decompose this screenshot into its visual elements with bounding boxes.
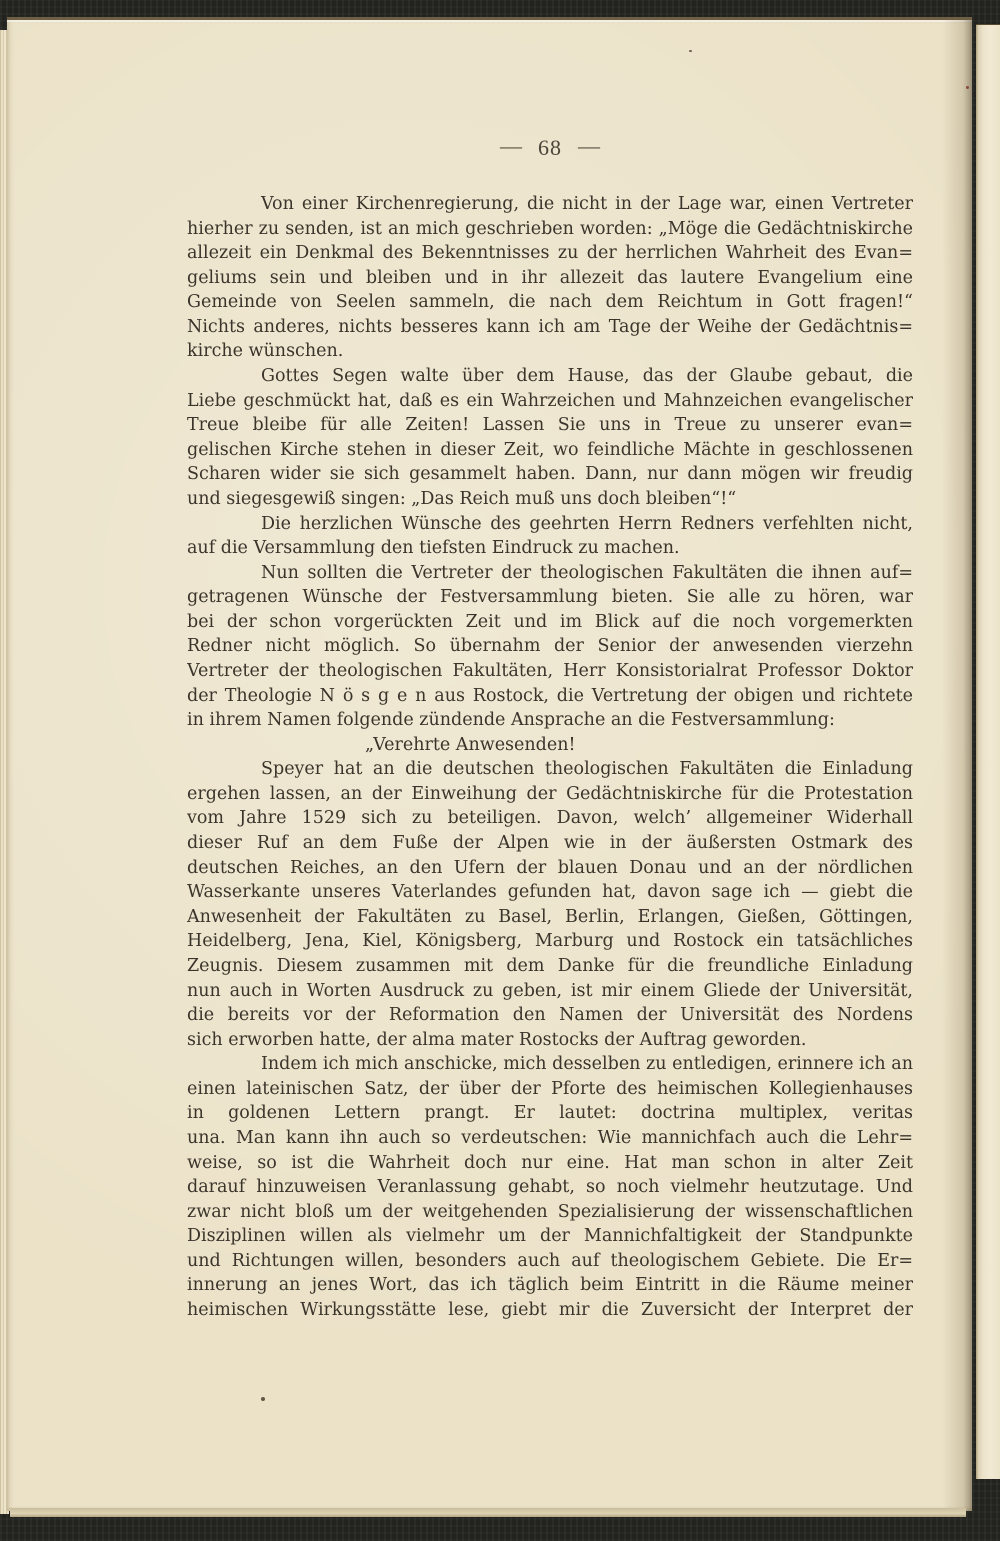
text-line: ergehen lassen, an der Einweihung der Gedächtniskirche für die Protestation: [187, 783, 913, 804]
text-line: sich erworben hatte, der alma mater Rostocks der Auftrag geworden.: [187, 1029, 807, 1050]
text-line: Liebe geschmückt hat, daß es ein Wahrzeichen und Mahnzeichen evangelischer: [187, 390, 913, 411]
text-line: hierher zu senden, ist an mich geschrieben worden: „Möge die Gedächtniskirche: [187, 218, 913, 239]
text-line: Treue bleibe für alle Zeiten! Lassen Sie uns in Treue zu unserer evan=: [187, 415, 913, 436]
text-line: Zeugnis. Diesem zusammen mit dem Danke für die freundliche Einladung: [187, 955, 913, 976]
page-number-dash-left: —: [500, 133, 522, 158]
dust-speck: [261, 1397, 265, 1401]
text-line: deutschen Reiches, an den Ufern der blauen Donau und an der nördlichen: [187, 857, 913, 878]
text-line: in ihrem Namen folgende zündende Ansprache an die Festversammlung:: [187, 710, 835, 731]
text-line: Indem ich mich anschicke, mich desselben zu entledigen, erinnere ich an: [261, 1054, 913, 1075]
text-line: getragenen Wünsche der Festversammlung bieten. Sie alle zu hören, war: [187, 587, 913, 608]
dust-speck: [689, 50, 692, 52]
text-line: Heidelberg, Jena, Kiel, Königsberg, Marburg und Rostock ein tatsächliches: [187, 931, 913, 952]
text-line: der Theologie N ö s g e n aus Rostock, die Vertretung der obigen und richtete: [187, 685, 913, 706]
text-line: kirche wünschen.: [187, 341, 344, 362]
text-line: Nichts anderes, nichts besseres kann ich am Tage der Weihe der Gedächtnis=: [187, 316, 913, 337]
page-bottom-edge: [10, 1508, 966, 1517]
scanned-page: [7, 17, 972, 1511]
dust-speck: [966, 86, 969, 89]
page-number-header: [187, 133, 913, 160]
text-line: Redner nicht möglich. So übernahm der Senior der anwesenden vierzehn: [187, 636, 913, 657]
text-line: Speyer hat an die deutschen theologischen Fakultäten die Einladung: [261, 759, 913, 780]
page-number-value: 68: [538, 135, 562, 160]
text-line: Die herzlichen Wünsche des geehrten Herrn Redners verfehlten nicht,: [261, 513, 913, 534]
text-line: Disziplinen willen als vielmehr um der Mannichfaltigkeit der Standpunkte: [187, 1226, 913, 1247]
next-page-edge: [976, 24, 1000, 1479]
text-line: Anwesenheit der Fakultäten zu Basel, Berlin, Erlangen, Gießen, Göttingen,: [187, 906, 913, 927]
text-line: Von einer Kirchenregierung, die nicht in der Lage war, einen Vertreter: [261, 194, 913, 214]
text-line: Nun sollten die Vertreter der theologischen Fakultäten die ihnen auf=: [261, 562, 913, 583]
text-line: bei der schon vorgerückten Zeit und im Blick auf die noch vorgemerkten: [187, 611, 913, 632]
text-line: „Verehrte Anwesenden!: [365, 734, 576, 755]
text-line: einen lateinischen Satz, der über der Pforte des heimischen Kollegienhauses: [187, 1078, 913, 1099]
text-line: vom Jahre 1529 sich zu beteiligen. Davon, welch’ allgemeiner Widerhall: [187, 808, 913, 829]
text-line: nun auch in Worten Ausdruck zu geben, ist mir einem Gliede der Universität,: [187, 980, 913, 1001]
page-number-dash-right: —: [578, 133, 600, 158]
text-line: und siegesgewiß singen: „Das Reich muß uns doch bleiben“!“: [187, 488, 737, 509]
text-line: gelischen Kirche stehen in dieser Zeit, wo feindliche Mächte in geschlossenen: [187, 439, 913, 460]
text-line: una. Man kann ihn auch so verdeutschen: Wie mannichfach auch die Lehr=: [187, 1127, 913, 1148]
text-line: Vertreter der theologischen Fakultäten, Herr Konsistorialrat Professor Doktor: [187, 660, 913, 681]
text-line: darauf hinzuweisen Veranlassung gehabt, so noch vielmehr heutzutage. Und: [187, 1177, 913, 1198]
text-line: Wasserkante unseres Vaterlandes gefunden hat, davon sage ich — giebt die: [187, 882, 913, 903]
text-line: die bereits vor der Reformation den Namen der Universität des Nordens: [187, 1005, 913, 1026]
text-line: geliums sein und bleiben und in ihr allezeit das lautere Evangelium eine: [187, 267, 913, 288]
text-line: zwar nicht bloß um der weitgehenden Spezialisierung der wissenschaftlichen: [187, 1201, 913, 1222]
text-line: allezeit ein Denkmal des Bekenntnisses zu der herrlichen Wahrheit des Evan=: [187, 243, 913, 264]
text-line: dieser Ruf an dem Fuße der Alpen wie in der äußersten Ostmark des: [187, 833, 913, 854]
text-line: und Richtungen willen, besonders auch auf theologischem Gebiete. Die Er=: [187, 1250, 913, 1271]
text-line: in goldenen Lettern prangt. Er lautet: doctrina multiplex, veritas: [187, 1103, 913, 1124]
text-line: Gottes Segen walte über dem Hause, das der Glaube gebaut, die: [261, 366, 913, 387]
text-block: [187, 192, 913, 1323]
text-line: auf die Versammlung den tiefsten Eindruck zu machen.: [187, 538, 680, 559]
text-line: heimischen Wirkungsstätte lese, giebt mir die Zuversicht der Interpret der: [187, 1300, 913, 1321]
text-line: innerung an jenes Wort, das ich täglich beim Eintritt in die Räume meiner: [187, 1275, 913, 1296]
text-line: Gemeinde von Seelen sammeln, die nach dem Reichtum in Gott fragen!“: [187, 292, 913, 313]
text-line: Scharen wider sie sich gesammelt haben. Dann, nur dann mögen wir freudig: [187, 464, 913, 485]
text-line: weise, so ist die Wahrheit doch nur eine. Hat man schon in alter Zeit: [187, 1152, 913, 1173]
